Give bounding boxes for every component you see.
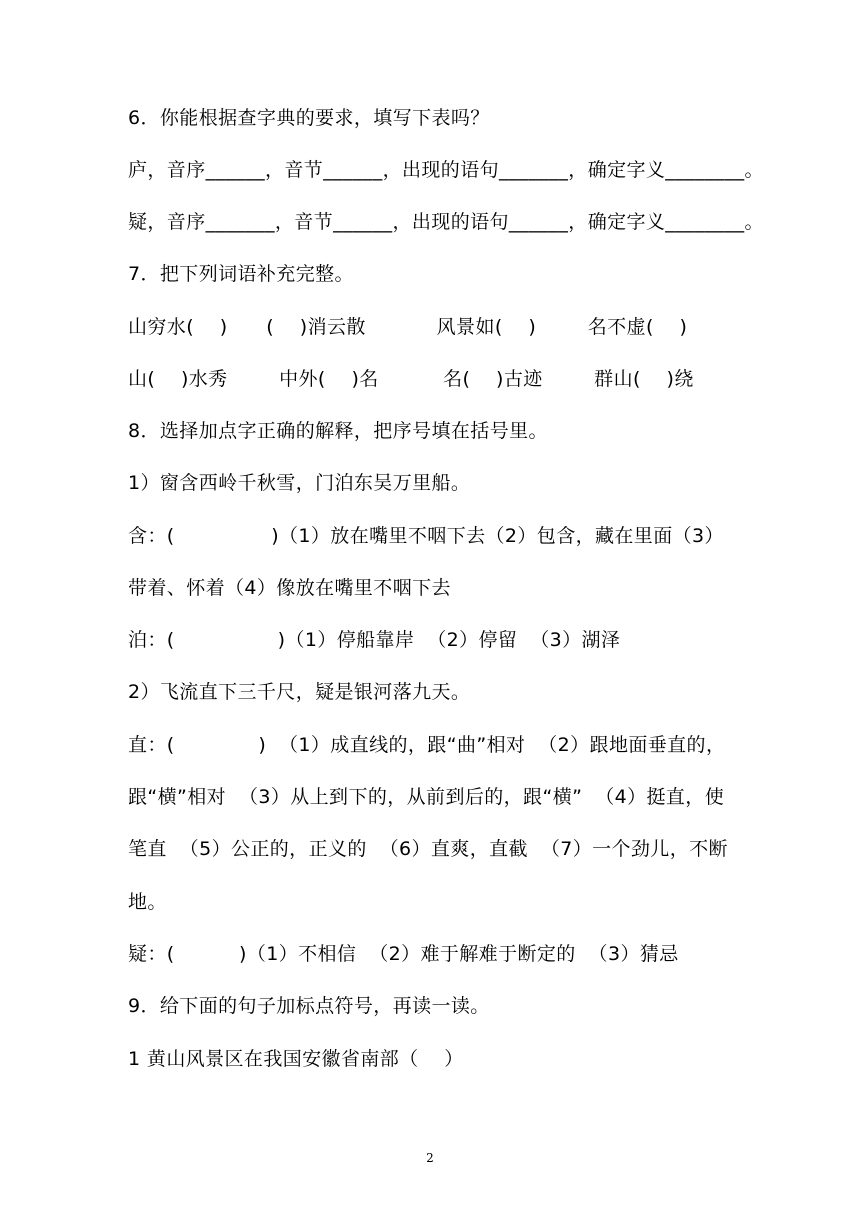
- question-8-han-options-cont: 带着、怀着（4）像放在嘴里不咽下去: [128, 577, 451, 599]
- question-7-words-row-1: 山穷水( ) ( )消云散 风景如( ) 名不虚( ): [128, 316, 688, 338]
- question-8-zhi-options-cont-2: 笔直 （5）公正的，正义的 （6）直爽，直截 （7）一个劲儿，不断: [128, 838, 728, 860]
- question-8-poem-line-1: 1）窗含西岭千秋雪，门泊东吴万里船。: [128, 472, 471, 494]
- question-8-zhi-options: 直：( ) （1）成直线的，跟“曲”相对 （2）跟地面垂直的，: [128, 734, 726, 756]
- page-number: 2: [426, 1151, 434, 1165]
- question-6-row-lu: 庐，音序______，音节______，出现的语句_______，确定字义________。: [128, 159, 764, 181]
- question-8-han-options: 含：( )（1）放在嘴里不咽下去（2）包含，藏在里面（3）: [128, 525, 724, 547]
- question-8-bo-options: 泊：( )（1）停船靠岸 （2）停留 （3）湖泽: [128, 629, 621, 651]
- question-7-heading: 7．把下列词语补充完整。: [128, 263, 354, 285]
- question-9-heading: 9．给下面的句子加标点符号，再读一读。: [128, 995, 490, 1017]
- question-6-heading: 6．你能根据查字典的要求，填写下表吗？: [128, 107, 490, 129]
- question-8-poem-line-2: 2）飞流直下三千尺，疑是银河落九天。: [128, 681, 471, 703]
- question-8-yi-options: 疑：( )（1）不相信 （2）难于解难于断定的 （3）猜忌: [128, 943, 679, 965]
- question-9-sentence-1: 1 黄山风景区在我国安徽省南部（ ）: [128, 1048, 464, 1070]
- question-7-words-row-2: 山( )水秀 中外( )名 名( )古迹 群山( )绕: [128, 368, 694, 390]
- question-8-zhi-options-cont-1: 跟“横”相对 （3）从上到下的，从前到后的，跟“横” （4）挺直，使: [128, 786, 725, 808]
- question-8-zhi-options-cont-3: 地。: [128, 891, 167, 913]
- question-8-heading: 8．选择加点字正确的解释，把序号填在括号里。: [128, 420, 548, 442]
- question-6-row-yi: 疑，音序_______，音节______，出现的语句______，确定字义________。: [128, 211, 764, 233]
